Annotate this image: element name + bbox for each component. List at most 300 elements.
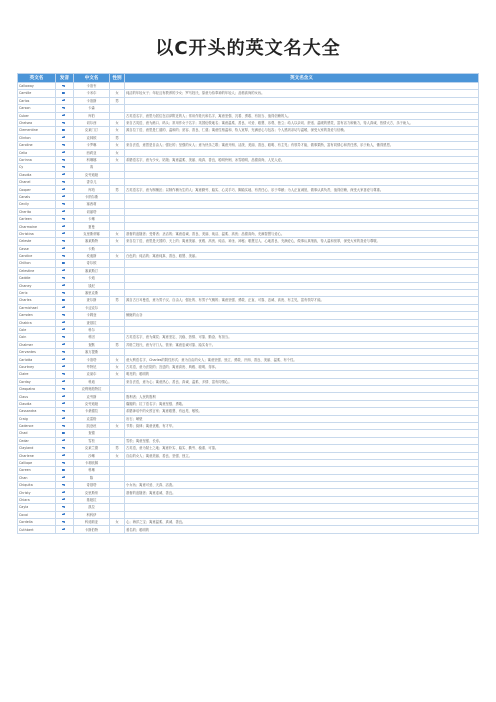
pronunciation-cell <box>56 526 74 533</box>
chinese-name: 卡纳尔斯 <box>74 193 110 200</box>
english-name: Celeste <box>18 238 56 245</box>
english-name: Coreen <box>18 467 56 474</box>
pronunciation-cell <box>56 415 74 422</box>
speaker-icon[interactable] <box>62 372 67 376</box>
name-meaning <box>125 193 479 200</box>
table-row <box>18 267 479 274</box>
gender <box>110 223 125 230</box>
pronunciation-cell <box>56 408 74 415</box>
english-name: Chiquita <box>18 482 56 489</box>
speaker-icon[interactable] <box>62 128 67 132</box>
table-row <box>18 526 479 533</box>
speaker-icon[interactable] <box>62 268 67 272</box>
gender <box>110 504 125 511</box>
pronunciation-cell <box>56 267 74 274</box>
english-name: Clinton <box>18 134 56 141</box>
english-name: Cocoi <box>18 511 56 518</box>
pronunciation-cell <box>56 452 74 459</box>
table-row <box>18 223 479 230</box>
speaker-icon[interactable] <box>62 202 67 206</box>
table-row <box>18 275 479 282</box>
speaker-icon[interactable] <box>62 401 67 405</box>
name-meaning <box>125 326 479 333</box>
english-name: Claudia <box>18 400 56 407</box>
english-name: Canals <box>18 193 56 200</box>
speaker-icon[interactable] <box>62 276 67 280</box>
name-meaning <box>125 179 479 186</box>
name-meaning <box>125 216 479 223</box>
english-name: Cayla <box>18 504 56 511</box>
pronunciation-cell <box>56 149 74 156</box>
gender <box>110 216 125 223</box>
pronunciation-cell <box>56 230 74 237</box>
chinese-name: 卡森 <box>74 105 110 112</box>
speaker-icon[interactable] <box>62 424 67 428</box>
speaker-icon[interactable] <box>62 431 67 435</box>
table-row <box>18 415 479 422</box>
english-name: Carmichael <box>18 304 56 311</box>
english-name: Cooper <box>18 186 56 193</box>
gender <box>110 171 125 178</box>
english-name: Cedar <box>18 437 56 444</box>
chinese-name: 卡迈克尔 <box>74 304 110 311</box>
column-header-chinese-name: 中文名 <box>74 74 110 83</box>
chinese-name: 考特尼 <box>74 363 110 370</box>
table-row <box>18 482 479 489</box>
pronunciation-cell <box>56 349 74 356</box>
speaker-icon[interactable] <box>62 438 67 442</box>
pronunciation-cell <box>56 164 74 171</box>
gender <box>110 437 125 444</box>
chinese-name: 卡桑德拉 <box>74 408 110 415</box>
gender <box>110 193 125 200</box>
speaker-icon[interactable] <box>62 165 67 169</box>
pronunciation-cell <box>56 142 74 149</box>
speaker-icon[interactable] <box>62 158 67 162</box>
speaker-icon[interactable] <box>62 194 67 198</box>
chinese-name: 卡琳 <box>74 216 110 223</box>
speaker-icon[interactable] <box>62 217 67 221</box>
pronunciation-cell <box>56 119 74 126</box>
table-row <box>18 245 479 252</box>
name-meaning <box>125 245 479 252</box>
chinese-name: 塞万提斯 <box>74 349 110 356</box>
gender: 女 <box>110 127 125 134</box>
table-row <box>18 393 479 400</box>
table-row <box>18 105 479 112</box>
name-meaning <box>125 83 479 90</box>
gender <box>110 282 125 289</box>
name-meaning: 自由的女人；寓意美丽、善良、坚强、独立。 <box>125 452 479 459</box>
pronunciation-cell <box>56 97 74 104</box>
name-meaning: 来自法语，意为心；寓意热心、善良、真诚、温柔、多情、富有同情心。 <box>125 378 479 385</box>
speaker-icon[interactable] <box>62 135 67 139</box>
speaker-icon[interactable] <box>62 172 67 176</box>
table-row <box>18 201 479 208</box>
english-name: Calloway <box>18 83 56 90</box>
pronunciation-cell <box>56 134 74 141</box>
name-meaning: 白色的；纯洁的；寓意纯真、善良、聪慧、美丽。 <box>125 252 479 259</box>
name-meaning: 希腊神话中的女预言家；寓意聪慧、有远见、敏锐。 <box>125 408 479 415</box>
table-row <box>18 289 479 296</box>
english-name: Charmaine <box>18 223 56 230</box>
pronunciation-cell <box>56 496 74 503</box>
name-meaning: 基督的追随者；受膏者；圣洁的；寓意虔诚、善良、美丽、纯洁、温柔、高贵；品德高尚，充满智慧与爱心。 <box>125 230 479 237</box>
speaker-icon[interactable] <box>62 335 67 339</box>
pronunciation-cell <box>56 83 74 90</box>
name-meaning <box>125 504 479 511</box>
gender <box>110 489 125 496</box>
table-row <box>18 156 479 163</box>
pronunciation-cell <box>56 326 74 333</box>
speaker-icon[interactable] <box>62 394 67 398</box>
name-meaning: 来自法语，意思是自由人；强壮的；坚强的女人；意为快乐之歌；寓意开朗、活泼、美丽、善良、聪明、有主见；有领导才能，做事果断，富有同情心和责任感，乐于助人，懂得感恩。 <box>125 142 479 149</box>
table-row <box>18 445 479 452</box>
chinese-name: 凯拉 <box>74 504 110 511</box>
english-name: Camille <box>18 90 56 97</box>
english-name: Cuber <box>18 112 56 119</box>
gender: 女 <box>110 149 125 156</box>
speaker-icon[interactable] <box>62 106 67 110</box>
gender: 男 <box>110 97 125 104</box>
table-row <box>18 474 479 481</box>
english-name: Chalmer <box>18 341 56 348</box>
table-row <box>18 356 479 363</box>
table-row <box>18 430 479 437</box>
pronunciation-cell <box>56 127 74 134</box>
english-name: Christina <box>18 230 56 237</box>
table-row <box>18 334 479 341</box>
chinese-name: 科迪 <box>74 378 110 385</box>
chinese-name: 沙琳 <box>74 452 110 459</box>
name-meaning <box>125 511 479 518</box>
name-meaning: 纯洁的年轻女子；年轻且有教养的少女；罗马姓氏，原意为侍奉神的年轻人；品格高尚的女孩。 <box>125 90 479 97</box>
speaker-icon[interactable] <box>62 468 67 472</box>
page-title: 以C开头的英文名大全 <box>155 38 341 59</box>
speaker-icon[interactable] <box>62 143 67 147</box>
english-name: Claus <box>18 393 56 400</box>
english-name: Cy <box>18 164 56 171</box>
speaker-icon[interactable] <box>62 209 67 213</box>
table-row <box>18 312 479 319</box>
chinese-name: 科科伊 <box>74 511 110 518</box>
english-name: Coin <box>18 334 56 341</box>
english-name: Cecily <box>18 201 56 208</box>
name-meaning <box>125 208 479 215</box>
speaker-icon[interactable] <box>62 187 67 191</box>
gender: 男 <box>110 134 125 141</box>
table-row <box>18 400 479 407</box>
gender: 男 <box>110 341 125 348</box>
table-row <box>18 208 479 215</box>
gender <box>110 304 125 311</box>
english-name: Corinna <box>18 156 56 163</box>
chinese-name: 塞莱斯汀 <box>74 267 110 274</box>
speaker-icon[interactable] <box>62 475 67 479</box>
pronunciation-cell <box>56 393 74 400</box>
gender <box>110 201 125 208</box>
table-body <box>18 83 479 534</box>
pronunciation-cell <box>56 193 74 200</box>
english-name: Carleen <box>18 216 56 223</box>
chinese-name: 克雷格 <box>74 415 110 422</box>
speaker-icon[interactable] <box>62 121 67 125</box>
chinese-name: 克劳迪娅 <box>74 171 110 178</box>
speaker-icon[interactable] <box>62 283 67 287</box>
pronunciation-cell <box>56 252 74 259</box>
english-name: Cleopatra <box>18 386 56 393</box>
pronunciation-cell <box>56 474 74 481</box>
name-meaning <box>125 105 479 112</box>
speaker-icon[interactable] <box>62 246 67 250</box>
english-name: Corday <box>18 378 56 385</box>
chinese-name: 科尔 <box>74 326 110 333</box>
chinese-name: 奇尔顿 <box>74 260 110 267</box>
english-name: Chilton <box>18 260 56 267</box>
pronunciation-cell <box>56 179 74 186</box>
table-row <box>18 371 479 378</box>
speaker-icon[interactable] <box>62 505 67 509</box>
table-row <box>18 459 479 466</box>
name-meaning <box>125 467 479 474</box>
gender: 女 <box>110 371 125 378</box>
table-row <box>18 149 479 156</box>
pronunciation-cell <box>56 105 74 112</box>
speaker-icon[interactable] <box>62 416 67 420</box>
pronunciation-cell <box>56 201 74 208</box>
table-row <box>18 230 479 237</box>
name-meaning <box>125 134 479 141</box>
speaker-icon[interactable] <box>62 490 67 494</box>
table-row <box>18 260 479 267</box>
pronunciation-cell <box>56 378 74 385</box>
chinese-name: 卡姆登 <box>74 312 110 319</box>
english-name: Clementine <box>18 127 56 134</box>
speaker-icon[interactable] <box>62 409 67 413</box>
name-meaning: 小女孩；寓意可爱、天真、活泼。 <box>125 482 479 489</box>
gender <box>110 482 125 489</box>
speaker-icon[interactable] <box>62 254 67 258</box>
gender: 女 <box>110 452 125 459</box>
chinese-name: 科琳 <box>74 467 110 474</box>
pronunciation-cell <box>56 289 74 296</box>
gender <box>110 430 125 437</box>
gender <box>110 275 125 282</box>
chinese-name: 卡迪 <box>74 275 110 282</box>
pronunciation-cell <box>56 297 74 304</box>
name-meaning: 古英语名字，意为制桶匠；以制作桶为生的人；寓意勤劳、踏实、心灵手巧、脚踏实地、有责任心、乐于奉献；为人正直诚恳，做事认真负责，值得信赖，深受大家喜爱与尊重。 <box>125 186 479 193</box>
chinese-name: 切尔西 <box>74 119 110 126</box>
chinese-name: 雪松 <box>74 437 110 444</box>
name-meaning: 胜利者；人民的胜利 <box>125 393 479 400</box>
chinese-name: 卡斯伯特 <box>74 526 110 533</box>
speaker-icon[interactable] <box>62 113 67 117</box>
chinese-name: 克劳斯 <box>74 393 110 400</box>
pronunciation-cell <box>56 363 74 370</box>
gender: 男 <box>110 186 125 193</box>
gender <box>110 179 125 186</box>
table-row <box>18 341 479 348</box>
english-name: Cervantes <box>18 349 56 356</box>
table-row <box>18 193 479 200</box>
speaker-icon[interactable] <box>62 298 67 302</box>
chinese-name: 卡洛塔 <box>74 356 110 363</box>
speaker-icon[interactable] <box>62 180 67 184</box>
gender <box>110 474 125 481</box>
english-name: Casse <box>18 245 56 252</box>
gender <box>110 408 125 415</box>
chinese-name: 库伯 <box>74 112 110 119</box>
table-row <box>18 252 479 259</box>
chinese-name: 卡罗琳 <box>74 142 110 149</box>
speaker-icon[interactable] <box>62 527 67 531</box>
speaker-icon[interactable] <box>62 512 67 516</box>
pronunciation-cell <box>56 386 74 393</box>
gender <box>110 386 125 393</box>
english-name: Cerix <box>18 289 56 296</box>
speaker-icon[interactable] <box>62 224 67 228</box>
speaker-icon[interactable] <box>62 327 67 331</box>
speaker-icon[interactable] <box>62 84 67 88</box>
speaker-icon[interactable] <box>62 497 67 501</box>
table-row <box>18 238 479 245</box>
english-name: Carlotta <box>18 356 56 363</box>
chinese-name: 克利奥帕特拉 <box>74 386 110 393</box>
speaker-icon[interactable] <box>62 350 67 354</box>
chinese-name: 克莱尔 <box>74 371 110 378</box>
name-meaning <box>125 496 479 503</box>
table-row <box>18 142 479 149</box>
gender <box>110 467 125 474</box>
gender: 女 <box>110 519 125 526</box>
column-header-english-name: 英文名 <box>18 74 56 83</box>
gender <box>110 164 125 171</box>
table-row <box>18 186 479 193</box>
table-row <box>18 326 479 333</box>
speaker-icon[interactable] <box>62 150 67 154</box>
table-row <box>18 519 479 526</box>
speaker-icon[interactable] <box>62 461 67 465</box>
chinese-name: 坎迪斯 <box>74 252 110 259</box>
name-meaning: 来自拉丁语，意思是天国的、天上的；寓意美丽、优雅、高贵、纯洁、神圣、神秘；聪慧过人、心地善良、充满爱心，做事认真细致，待人温和宽厚，深受大家的喜爱与尊敬。 <box>125 238 479 245</box>
name-meaning: 蜿蜒的山谷 <box>125 312 479 319</box>
speaker-icon[interactable] <box>62 364 67 368</box>
gender <box>110 349 125 356</box>
english-name: Camden <box>18 312 56 319</box>
name-meaning: 岩石；峭壁 <box>125 415 479 422</box>
speaker-icon[interactable] <box>62 520 67 524</box>
pronunciation-cell <box>56 238 74 245</box>
english-name: Cole <box>18 326 56 333</box>
english-name: Carson <box>18 105 56 112</box>
speaker-icon[interactable] <box>62 231 67 235</box>
name-meaning: 节奏；韵律；寓意优雅、有才华。 <box>125 422 479 429</box>
name-meaning <box>125 171 479 178</box>
speaker-icon[interactable] <box>62 239 67 243</box>
gender <box>110 334 125 341</box>
name-meaning: 基督的追随者；寓意虔诚、善良。 <box>125 489 479 496</box>
chinese-name: 奇基塔 <box>74 482 110 489</box>
pronunciation-cell <box>56 445 74 452</box>
pronunciation-cell <box>56 482 74 489</box>
gender <box>110 319 125 326</box>
table-row <box>18 363 479 370</box>
gender: 女 <box>110 156 125 163</box>
pronunciation-cell <box>56 282 74 289</box>
speaker-icon[interactable] <box>62 305 67 309</box>
pronunciation-cell <box>56 489 74 496</box>
name-meaning: 古英语，意为法院的；宫廷的；寓意高贵、典雅、聪明、得体。 <box>125 363 479 370</box>
table-row <box>18 511 479 518</box>
speaker-icon[interactable] <box>62 446 67 450</box>
speaker-icon[interactable] <box>62 387 67 391</box>
name-meaning: 雪松；寓意坚强、长寿。 <box>125 437 479 444</box>
gender <box>110 400 125 407</box>
speaker-icon[interactable] <box>62 320 67 324</box>
gender <box>110 208 125 215</box>
table-row <box>18 112 479 119</box>
english-name: Celestine <box>18 267 56 274</box>
english-name: Calliope <box>18 459 56 466</box>
name-meaning <box>125 304 479 311</box>
gender <box>110 83 125 90</box>
chinese-name: 卡洛韦 <box>74 83 110 90</box>
speaker-icon[interactable] <box>62 357 67 361</box>
gender: 女 <box>110 142 125 149</box>
name-meaning <box>125 97 479 104</box>
pronunciation-cell <box>56 319 74 326</box>
pronunciation-cell <box>56 467 74 474</box>
chinese-name: 克莱兰德 <box>74 445 110 452</box>
chinese-name: 查尔斯 <box>74 297 110 304</box>
chinese-name: 科因 <box>74 334 110 341</box>
pronunciation-cell <box>56 519 74 526</box>
gender <box>110 312 125 319</box>
speaker-icon[interactable] <box>62 453 67 457</box>
name-meaning <box>125 430 479 437</box>
speaker-icon[interactable] <box>62 91 67 95</box>
name-meaning: 来自古英语，意为港口、码头；常用作女子名字；英国伦敦地名；寓意温柔、善良、可爱、聪慧、乐观、独立；给人以亲切、舒适、温暖的感觉，富有活力和魅力，待人真诚，热情大方，乐于助人。 <box>125 119 479 126</box>
chinese-name: 查默 <box>74 341 110 348</box>
name-meaning: 希腊语名字，意为少女、姑娘；寓意温柔、美丽、纯真、善良，聪明伶俐，冰雪聪明，品德高尚，人见人爱。 <box>125 156 479 163</box>
table-row <box>18 119 479 126</box>
pronunciation-cell <box>56 223 74 230</box>
speaker-icon[interactable] <box>62 483 67 487</box>
speaker-icon[interactable] <box>62 313 67 317</box>
table-row <box>18 386 479 393</box>
gender: 女 <box>110 90 125 97</box>
chinese-name: 塞莱斯特 <box>74 238 110 245</box>
speaker-icon[interactable] <box>62 291 67 295</box>
table-row <box>18 496 479 503</box>
chinese-name: 卡斯 <box>74 245 110 252</box>
speaker-icon[interactable] <box>62 261 67 265</box>
speaker-icon[interactable] <box>62 379 67 383</box>
english-name: Claire <box>18 371 56 378</box>
english-name: Christy <box>18 489 56 496</box>
chinese-name: 克劳迪娅 <box>74 400 110 407</box>
chinese-name: 卡洛斯 <box>74 97 110 104</box>
name-meaning <box>125 267 479 274</box>
speaker-icon[interactable] <box>62 98 67 102</box>
column-header-pronunciation: 发音 <box>56 74 74 83</box>
chinese-name: 卡米尔 <box>74 90 110 97</box>
speaker-icon[interactable] <box>62 342 67 346</box>
name-meaning: 苏格兰姓氏，意为守门人、管家；寓意忠诚可靠、踏实肯干。 <box>125 341 479 348</box>
table-row <box>18 422 479 429</box>
gender <box>110 415 125 422</box>
table-row <box>18 216 479 223</box>
